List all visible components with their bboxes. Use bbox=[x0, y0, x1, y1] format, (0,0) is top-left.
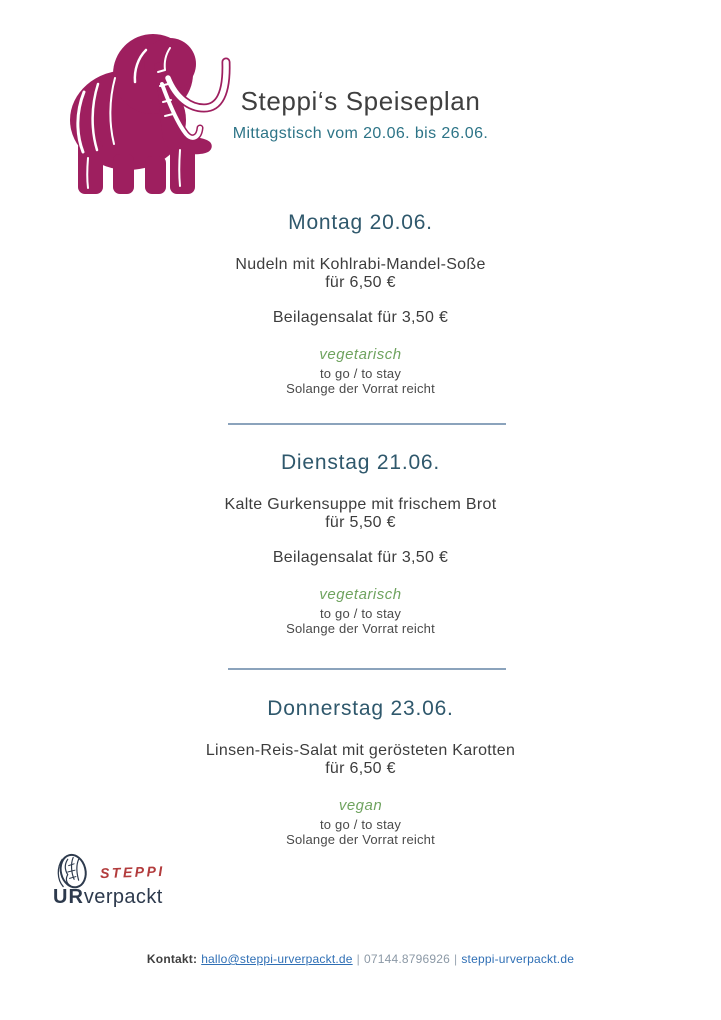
dish-name: Nudeln mit Kohlrabi-Mandel-Soße bbox=[235, 256, 486, 273]
dish-price: für 6,50 € bbox=[325, 274, 396, 291]
footer-brand-steppi: STEPPI bbox=[99, 862, 166, 882]
diet-label: vegetarisch bbox=[319, 586, 402, 603]
footer-logo bbox=[53, 852, 203, 918]
side-salad: Beilagensalat für 3,50 € bbox=[272, 309, 449, 326]
side-salad: Beilagensalat für 3,50 € bbox=[272, 549, 449, 566]
menu-section-montag bbox=[0, 210, 721, 396]
separator: | bbox=[356, 952, 360, 966]
menu-section-donnerstag bbox=[0, 696, 721, 847]
togo-note: to go / to stay bbox=[319, 817, 402, 832]
togo-note: to go / to stay bbox=[319, 606, 402, 621]
dish-price: für 5,50 € bbox=[325, 514, 396, 531]
page-subtitle: Mittagstisch vom 20.06. bis 26.06. bbox=[232, 125, 489, 142]
email-link[interactable]: hallo@steppi-urverpackt.de bbox=[201, 952, 353, 966]
phone-number: 07144.8796926 bbox=[363, 952, 451, 966]
diet-label: vegan bbox=[338, 797, 383, 814]
diet-label: vegetarisch bbox=[319, 346, 402, 363]
availability-note: Solange der Vorrat reicht bbox=[286, 381, 435, 396]
availability-note: Solange der Vorrat reicht bbox=[286, 832, 435, 847]
header bbox=[0, 86, 721, 143]
section-divider bbox=[228, 668, 506, 670]
togo-note: to go / to stay bbox=[319, 366, 402, 381]
dish-name: Kalte Gurkensuppe mit frischem Brot bbox=[224, 496, 497, 513]
website-link[interactable]: steppi-urverpackt.de bbox=[461, 952, 575, 966]
section-divider bbox=[228, 423, 506, 425]
footer-brand-urverpackt bbox=[53, 886, 163, 909]
day-heading: Donnerstag 23.06. bbox=[267, 697, 454, 720]
availability-note: Solange der Vorrat reicht bbox=[286, 621, 435, 636]
footer-brand-verpackt: verpackt bbox=[83, 886, 163, 908]
day-heading: Montag 20.06. bbox=[288, 211, 433, 234]
contact-line bbox=[0, 952, 721, 966]
dish-price: für 6,50 € bbox=[325, 760, 396, 777]
page-title: Steppi‘s Speiseplan bbox=[240, 86, 481, 116]
dish-name: Linsen-Reis-Salat mit gerösteten Karotten bbox=[205, 742, 516, 759]
footer-brand-ur: UR bbox=[53, 886, 84, 908]
separator: | bbox=[454, 952, 458, 966]
day-heading: Dienstag 21.06. bbox=[280, 451, 441, 474]
contact-label: Kontakt: bbox=[146, 952, 198, 966]
menu-section-dienstag bbox=[0, 450, 721, 636]
